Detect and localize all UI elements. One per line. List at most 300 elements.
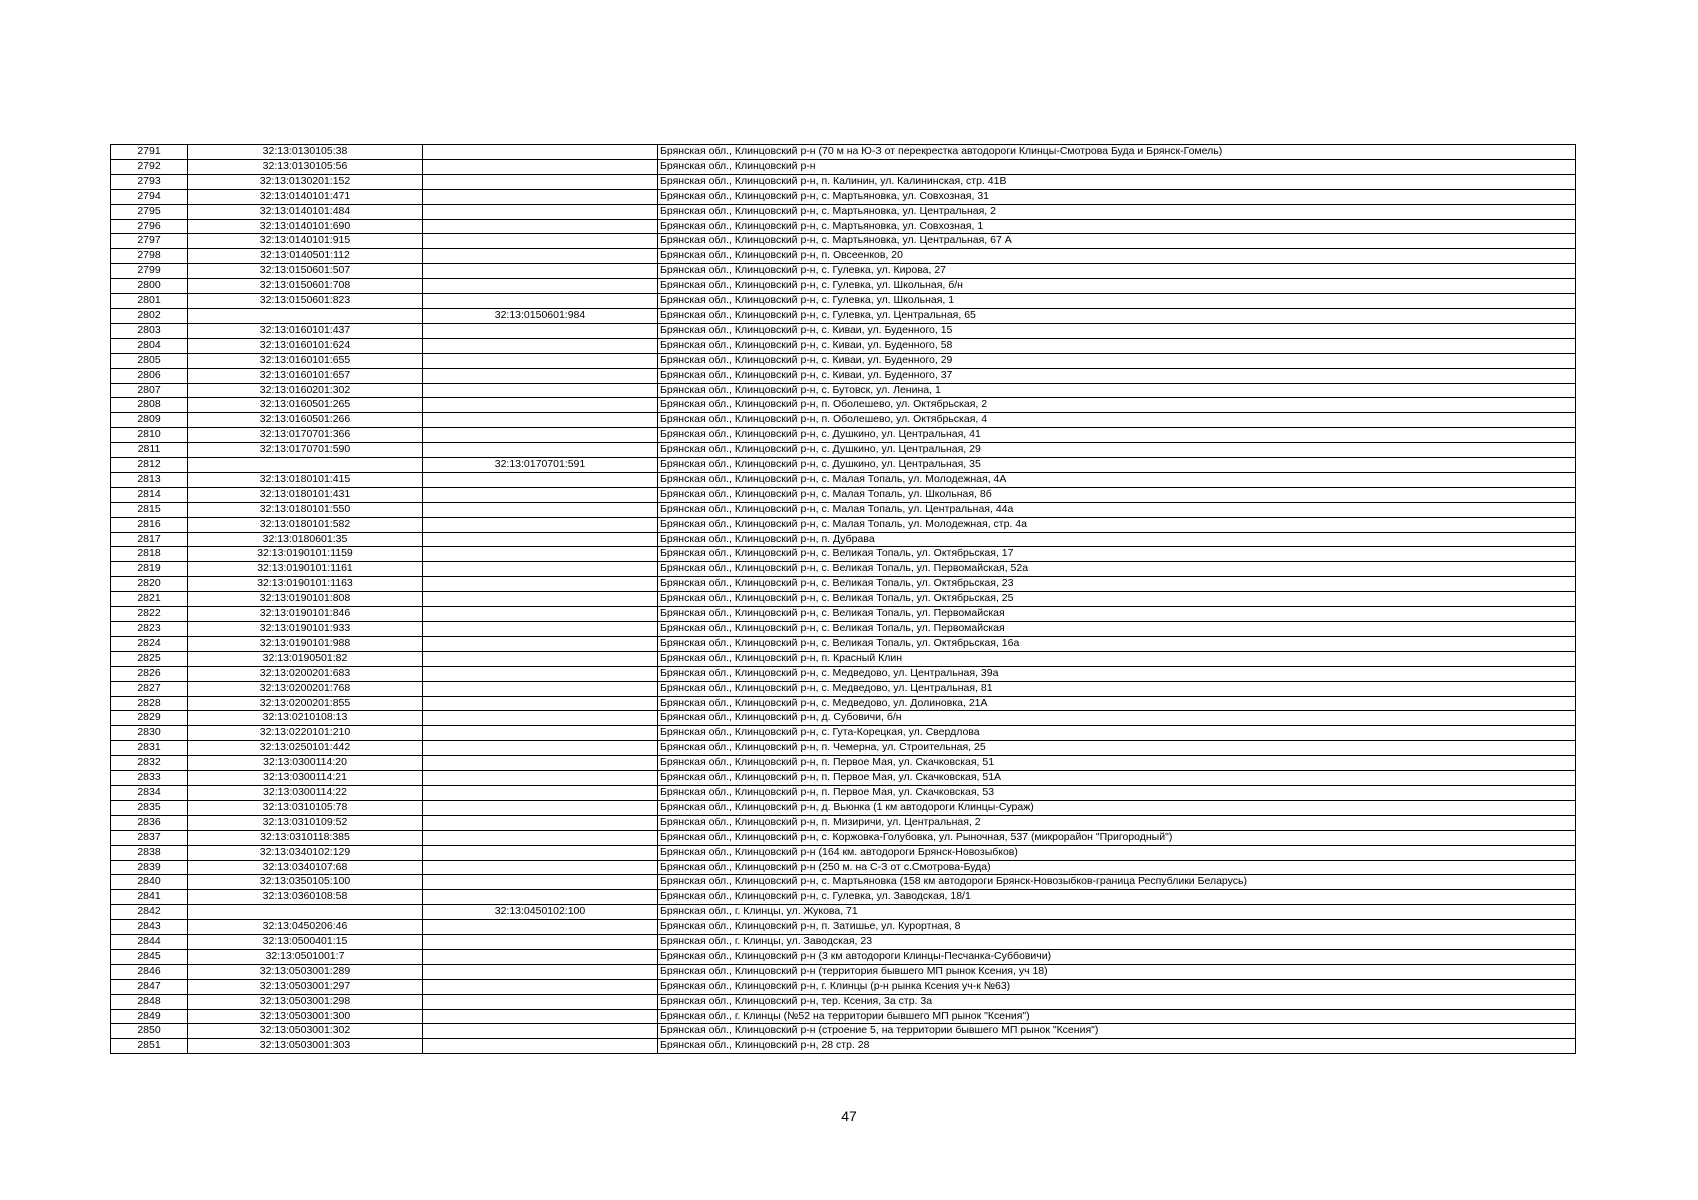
cadastral-number-cell: 32:13:0503001:300: [188, 1009, 423, 1024]
table-row: [111, 666, 1576, 681]
address-cell: Брянская обл., Клинцовский р-н, с. Душкино, ул. Центральная, 35: [658, 458, 1576, 473]
address-cell: Брянская обл., Клинцовский р-н, п. Чемерна, ул. Строительная, 25: [658, 741, 1576, 756]
table-row: [111, 159, 1576, 174]
cadastral-number-alt-cell: [423, 517, 658, 532]
table-row: [111, 174, 1576, 189]
cadastral-number-alt-cell: [423, 294, 658, 309]
row-number-cell: 2804: [111, 338, 188, 353]
cadastral-number-cell: 32:13:0200201:855: [188, 696, 423, 711]
table-row: [111, 875, 1576, 890]
cadastral-number-cell: 32:13:0500401:15: [188, 935, 423, 950]
address-cell: Брянская обл., Клинцовский р-н (250 м. на С-З от с.Смотрова-Буда): [658, 860, 1576, 875]
row-number-cell: 2814: [111, 487, 188, 502]
row-number-cell: 2812: [111, 458, 188, 473]
cadastral-number-alt-cell: [423, 935, 658, 950]
cadastral-number-cell: [188, 308, 423, 323]
address-cell: Брянская обл., Клинцовский р-н, с. Медведово, ул. Долиновка, 21А: [658, 696, 1576, 711]
cadastral-number-alt-cell: [423, 592, 658, 607]
cadastral-number-cell: 32:13:0190101:1163: [188, 577, 423, 592]
table-row: [111, 547, 1576, 562]
row-number-cell: 2825: [111, 651, 188, 666]
table-row: [111, 830, 1576, 845]
cadastral-number-alt-cell: [423, 338, 658, 353]
row-number-cell: 2830: [111, 726, 188, 741]
row-number-cell: 2819: [111, 562, 188, 577]
cadastral-number-cell: 32:13:0140101:915: [188, 234, 423, 249]
cadastral-number-cell: 32:13:0250101:442: [188, 741, 423, 756]
cadastral-number-cell: 32:13:0190101:1159: [188, 547, 423, 562]
cadastral-number-alt-cell: [423, 413, 658, 428]
table-row: [111, 517, 1576, 532]
table-row: [111, 1009, 1576, 1024]
cadastral-number-alt-cell: [423, 994, 658, 1009]
row-number-cell: 2838: [111, 845, 188, 860]
row-number-cell: 2817: [111, 532, 188, 547]
cadastral-number-alt-cell: [423, 636, 658, 651]
row-number-cell: 2803: [111, 323, 188, 338]
cadastral-number-alt-cell: [423, 741, 658, 756]
address-cell: Брянская обл., Клинцовский р-н (164 км. автодороги Брянск-Новозыбков): [658, 845, 1576, 860]
cadastral-number-alt-cell: [423, 189, 658, 204]
cadastral-number-alt-cell: [423, 532, 658, 547]
cadastral-number-alt-cell: [423, 979, 658, 994]
cadastral-number-alt-cell: [423, 443, 658, 458]
table-row: [111, 264, 1576, 279]
table-row: [111, 234, 1576, 249]
row-number-cell: 2813: [111, 472, 188, 487]
cadastral-number-cell: 32:13:0300114:20: [188, 756, 423, 771]
row-number-cell: 2842: [111, 905, 188, 920]
cadastral-table-body: [111, 145, 1576, 1054]
row-number-cell: 2841: [111, 890, 188, 905]
cadastral-number-alt-cell: [423, 562, 658, 577]
table-row: [111, 651, 1576, 666]
table-row: [111, 636, 1576, 651]
cadastral-number-alt-cell: [423, 145, 658, 160]
address-cell: Брянская обл., Клинцовский р-н, с. Великая Топаль, ул. Октябрьская, 16а: [658, 636, 1576, 651]
cadastral-number-alt-cell: [423, 1024, 658, 1039]
row-number-cell: 2809: [111, 413, 188, 428]
row-number-cell: 2843: [111, 920, 188, 935]
row-number-cell: 2832: [111, 756, 188, 771]
cadastral-number-alt-cell: [423, 1039, 658, 1054]
cadastral-number-cell: 32:13:0160501:266: [188, 413, 423, 428]
address-cell: Брянская обл., Клинцовский р-н, с. Мартьяновка, ул. Совхозная, 1: [658, 219, 1576, 234]
row-number-cell: 2828: [111, 696, 188, 711]
cadastral-number-cell: 32:13:0340107:68: [188, 860, 423, 875]
row-number-cell: 2797: [111, 234, 188, 249]
address-cell: Брянская обл., Клинцовский р-н, с. Гута-Корецкая, ул. Свердлова: [658, 726, 1576, 741]
cadastral-number-alt-cell: [423, 622, 658, 637]
table-row: [111, 949, 1576, 964]
cadastral-number-alt-cell: [423, 815, 658, 830]
address-cell: Брянская обл., Клинцовский р-н, с. Гулевка, ул. Кирова, 27: [658, 264, 1576, 279]
address-cell: Брянская обл., Клинцовский р-н, с. Коржовка-Голубовка, ул. Рыночная, 537 (микрорайон "Пригородный"): [658, 830, 1576, 845]
cadastral-number-cell: 32:13:0503001:297: [188, 979, 423, 994]
table-row: [111, 428, 1576, 443]
table-row: [111, 920, 1576, 935]
row-number-cell: 2792: [111, 159, 188, 174]
cadastral-number-cell: 32:13:0200201:768: [188, 681, 423, 696]
cadastral-number-cell: 32:13:0503001:298: [188, 994, 423, 1009]
table-row: [111, 338, 1576, 353]
table-row: [111, 845, 1576, 860]
cadastral-number-cell: 32:13:0160501:265: [188, 398, 423, 413]
row-number-cell: 2824: [111, 636, 188, 651]
cadastral-number-alt-cell: [423, 890, 658, 905]
row-number-cell: 2845: [111, 949, 188, 964]
cadastral-number-cell: 32:13:0210108:13: [188, 711, 423, 726]
cadastral-number-cell: 32:13:0160101:624: [188, 338, 423, 353]
cadastral-number-alt-cell: 32:13:0170701:591: [423, 458, 658, 473]
address-cell: Брянская обл., Клинцовский р-н, с. Гулевка, ул. Центральная, 65: [658, 308, 1576, 323]
cadastral-number-alt-cell: [423, 651, 658, 666]
address-cell: Брянская обл., Клинцовский р-н, п. Оболешево, ул. Октябрьская, 4: [658, 413, 1576, 428]
table-row: [111, 994, 1576, 1009]
row-number-cell: 2815: [111, 502, 188, 517]
table-row: [111, 145, 1576, 160]
cadastral-number-alt-cell: [423, 1009, 658, 1024]
address-cell: Брянская обл., Клинцовский р-н, с. Мартьяновка (158 км автодороги Брянск-Новозыбков-граница Республики Беларусь): [658, 875, 1576, 890]
cadastral-number-cell: 32:13:0190101:988: [188, 636, 423, 651]
table-row: [111, 502, 1576, 517]
table-row: [111, 353, 1576, 368]
address-cell: Брянская обл., Клинцовский р-н, п. Калинин, ул. Калининская, стр. 41В: [658, 174, 1576, 189]
cadastral-number-cell: 32:13:0220101:210: [188, 726, 423, 741]
cadastral-number-alt-cell: [423, 279, 658, 294]
cadastral-number-cell: 32:13:0140101:690: [188, 219, 423, 234]
cadastral-number-cell: 32:13:0170701:590: [188, 443, 423, 458]
table-row: [111, 562, 1576, 577]
table-row: [111, 696, 1576, 711]
address-cell: Брянская обл., Клинцовский р-н, п. Первое Мая, ул. Скачковская, 51А: [658, 771, 1576, 786]
cadastral-number-alt-cell: [423, 696, 658, 711]
row-number-cell: 2795: [111, 204, 188, 219]
cadastral-number-alt-cell: [423, 681, 658, 696]
cadastral-number-cell: 32:13:0300114:22: [188, 785, 423, 800]
cadastral-number-alt-cell: [423, 174, 658, 189]
address-cell: Брянская обл., Клинцовский р-н, д. Субовичи, б/н: [658, 711, 1576, 726]
row-number-cell: 2796: [111, 219, 188, 234]
cadastral-number-cell: 32:13:0140101:484: [188, 204, 423, 219]
cadastral-number-alt-cell: [423, 219, 658, 234]
cadastral-number-cell: 32:13:0160101:657: [188, 368, 423, 383]
cadastral-number-alt-cell: [423, 234, 658, 249]
table-row: [111, 1024, 1576, 1039]
cadastral-number-alt-cell: [423, 756, 658, 771]
cadastral-number-alt-cell: [423, 830, 658, 845]
row-number-cell: 2835: [111, 800, 188, 815]
row-number-cell: 2798: [111, 249, 188, 264]
table-row: [111, 935, 1576, 950]
address-cell: Брянская обл., Клинцовский р-н, с. Душкино, ул. Центральная, 29: [658, 443, 1576, 458]
cadastral-number-alt-cell: [423, 964, 658, 979]
table-row: [111, 189, 1576, 204]
cadastral-number-alt-cell: [423, 711, 658, 726]
address-cell: Брянская обл., Клинцовский р-н, с. Душкино, ул. Центральная, 41: [658, 428, 1576, 443]
cadastral-number-cell: 32:13:0300114:21: [188, 771, 423, 786]
cadastral-number-cell: 32:13:0140501:112: [188, 249, 423, 264]
address-cell: Брянская обл., Клинцовский р-н, с. Бутовск, ул. Ленина, 1: [658, 383, 1576, 398]
address-cell: Брянская обл., Клинцовский р-н, с. Великая Топаль, ул. Октябрьская, 17: [658, 547, 1576, 562]
cadastral-number-cell: 32:13:0130105:38: [188, 145, 423, 160]
cadastral-number-alt-cell: 32:13:0450102:100: [423, 905, 658, 920]
address-cell: Брянская обл., Клинцовский р-н, с. Киваи, ул. Буденного, 29: [658, 353, 1576, 368]
cadastral-number-cell: 32:13:0310105:78: [188, 800, 423, 815]
cadastral-number-cell: 32:13:0501001:7: [188, 949, 423, 964]
table-row: [111, 308, 1576, 323]
cadastral-number-cell: 32:13:0503001:302: [188, 1024, 423, 1039]
table-row: [111, 472, 1576, 487]
address-cell: Брянская обл., Клинцовский р-н, с. Мартьяновка, ул. Совхозная, 31: [658, 189, 1576, 204]
address-cell: Брянская обл., Клинцовский р-н, д. Вьюнка (1 км автодороги Клинцы-Сураж): [658, 800, 1576, 815]
table-row: [111, 860, 1576, 875]
cadastral-number-alt-cell: [423, 949, 658, 964]
address-cell: Брянская обл., Клинцовский р-н, с. Великая Топаль, ул. Октябрьская, 25: [658, 592, 1576, 607]
cadastral-number-cell: 32:13:0160201:302: [188, 383, 423, 398]
cadastral-number-cell: 32:13:0180101:415: [188, 472, 423, 487]
address-cell: Брянская обл., Клинцовский р-н, п. Дубрава: [658, 532, 1576, 547]
table-row: [111, 532, 1576, 547]
table-row: [111, 741, 1576, 756]
cadastral-number-cell: [188, 905, 423, 920]
table-row: [111, 383, 1576, 398]
cadastral-number-cell: 32:13:0200201:683: [188, 666, 423, 681]
cadastral-number-alt-cell: [423, 860, 658, 875]
table-row: [111, 413, 1576, 428]
cadastral-number-cell: 32:13:0140101:471: [188, 189, 423, 204]
address-cell: Брянская обл., Клинцовский р-н, с. Великая Топаль, ул. Октябрьская, 23: [658, 577, 1576, 592]
address-cell: Брянская обл., Клинцовский р-н, с. Малая Топаль, ул. Центральная, 44а: [658, 502, 1576, 517]
address-cell: Брянская обл., Клинцовский р-н, тер. Ксения, 3а стр. 3а: [658, 994, 1576, 1009]
address-cell: Брянская обл., Клинцовский р-н, п. Первое Мая, ул. Скачковская, 53: [658, 785, 1576, 800]
cadastral-number-cell: 32:13:0190501:82: [188, 651, 423, 666]
cadastral-number-cell: 32:13:0310118:385: [188, 830, 423, 845]
table-row: [111, 726, 1576, 741]
cadastral-number-alt-cell: [423, 383, 658, 398]
row-number-cell: 2818: [111, 547, 188, 562]
cadastral-number-alt-cell: [423, 920, 658, 935]
page-number: 47: [841, 1108, 857, 1124]
table-row: [111, 204, 1576, 219]
table-row: [111, 711, 1576, 726]
cadastral-table: [110, 144, 1576, 1054]
address-cell: Брянская обл., Клинцовский р-н, с. Малая Топаль, ул. Молодежная, 4А: [658, 472, 1576, 487]
row-number-cell: 2849: [111, 1009, 188, 1024]
row-number-cell: 2829: [111, 711, 188, 726]
cadastral-number-cell: 32:13:0130105:56: [188, 159, 423, 174]
row-number-cell: 2794: [111, 189, 188, 204]
cadastral-number-cell: 32:13:0150601:823: [188, 294, 423, 309]
row-number-cell: 2826: [111, 666, 188, 681]
cadastral-number-cell: 32:13:0190101:1161: [188, 562, 423, 577]
row-number-cell: 2806: [111, 368, 188, 383]
row-number-cell: 2850: [111, 1024, 188, 1039]
cadastral-number-alt-cell: [423, 204, 658, 219]
row-number-cell: 2844: [111, 935, 188, 950]
row-number-cell: 2823: [111, 622, 188, 637]
row-number-cell: 2805: [111, 353, 188, 368]
row-number-cell: 2851: [111, 1039, 188, 1054]
address-cell: Брянская обл., Клинцовский р-н, 28 стр. 28: [658, 1039, 1576, 1054]
table-row: [111, 815, 1576, 830]
row-number-cell: 2807: [111, 383, 188, 398]
table-row: [111, 607, 1576, 622]
cadastral-number-cell: 32:13:0160101:655: [188, 353, 423, 368]
address-cell: Брянская обл., Клинцовский р-н (3 км автодороги Клинцы-Песчанка-Суббовичи): [658, 949, 1576, 964]
row-number-cell: 2833: [111, 771, 188, 786]
address-cell: Брянская обл., Клинцовский р-н, п. Оболешево, ул. Октябрьская, 2: [658, 398, 1576, 413]
row-number-cell: 2848: [111, 994, 188, 1009]
table-row: [111, 577, 1576, 592]
cadastral-number-cell: 32:13:0350105:100: [188, 875, 423, 890]
cadastral-number-alt-cell: [423, 771, 658, 786]
address-cell: Брянская обл., Клинцовский р-н, с. Великая Топаль, ул. Первомайская: [658, 622, 1576, 637]
cadastral-number-alt-cell: [423, 666, 658, 681]
address-cell: Брянская обл., Клинцовский р-н: [658, 159, 1576, 174]
row-number-cell: 2836: [111, 815, 188, 830]
row-number-cell: 2816: [111, 517, 188, 532]
row-number-cell: 2811: [111, 443, 188, 458]
cadastral-number-alt-cell: [423, 472, 658, 487]
table-row: [111, 592, 1576, 607]
cadastral-number-alt-cell: [423, 875, 658, 890]
cadastral-number-alt-cell: [423, 845, 658, 860]
table-row: [111, 800, 1576, 815]
row-number-cell: 2793: [111, 174, 188, 189]
cadastral-number-alt-cell: [423, 428, 658, 443]
cadastral-number-alt-cell: [423, 398, 658, 413]
table-row: [111, 279, 1576, 294]
table-row: [111, 249, 1576, 264]
table-row: [111, 294, 1576, 309]
address-cell: Брянская обл., г. Клинцы, ул. Жукова, 71: [658, 905, 1576, 920]
table-row: [111, 443, 1576, 458]
table-row: [111, 785, 1576, 800]
row-number-cell: 2846: [111, 964, 188, 979]
address-cell: Брянская обл., Клинцовский р-н, с. Мартьяновка, ул. Центральная, 2: [658, 204, 1576, 219]
cadastral-number-cell: 32:13:0503001:289: [188, 964, 423, 979]
row-number-cell: 2831: [111, 741, 188, 756]
cadastral-number-alt-cell: [423, 249, 658, 264]
table-row: [111, 890, 1576, 905]
row-number-cell: 2799: [111, 264, 188, 279]
table-row: [111, 681, 1576, 696]
cadastral-number-cell: [188, 458, 423, 473]
table-row: [111, 622, 1576, 637]
cadastral-number-alt-cell: [423, 502, 658, 517]
row-number-cell: 2800: [111, 279, 188, 294]
cadastral-number-alt-cell: [423, 547, 658, 562]
address-cell: Брянская обл., г. Клинцы (№52 на территории бывшего МП рынок "Ксения"): [658, 1009, 1576, 1024]
row-number-cell: 2837: [111, 830, 188, 845]
address-cell: Брянская обл., Клинцовский р-н, с. Медведово, ул. Центральная, 81: [658, 681, 1576, 696]
cadastral-number-alt-cell: [423, 487, 658, 502]
cadastral-number-cell: 32:13:0340102:129: [188, 845, 423, 860]
table-row: [111, 979, 1576, 994]
address-cell: Брянская обл., Клинцовский р-н, с. Мартьяновка, ул. Центральная, 67 А: [658, 234, 1576, 249]
cadastral-number-cell: 32:13:0150601:507: [188, 264, 423, 279]
cadastral-number-alt-cell: [423, 607, 658, 622]
cadastral-number-alt-cell: [423, 800, 658, 815]
cadastral-number-cell: 32:13:0310109:52: [188, 815, 423, 830]
address-cell: Брянская обл., Клинцовский р-н, с. Медведово, ул. Центральная, 39а: [658, 666, 1576, 681]
address-cell: Брянская обл., Клинцовский р-н, п. Овсеенков, 20: [658, 249, 1576, 264]
cadastral-number-cell: 32:13:0180101:550: [188, 502, 423, 517]
row-number-cell: 2802: [111, 308, 188, 323]
address-cell: Брянская обл., Клинцовский р-н, п. Первое Мая, ул. Скачковская, 51: [658, 756, 1576, 771]
cadastral-number-alt-cell: [423, 726, 658, 741]
cadastral-number-cell: 32:13:0503001:303: [188, 1039, 423, 1054]
row-number-cell: 2822: [111, 607, 188, 622]
cadastral-number-cell: 32:13:0190101:933: [188, 622, 423, 637]
cadastral-number-alt-cell: [423, 264, 658, 279]
address-cell: Брянская обл., Клинцовский р-н, с. Великая Топаль, ул. Первомайская, 52а: [658, 562, 1576, 577]
row-number-cell: 2801: [111, 294, 188, 309]
table-row: [111, 219, 1576, 234]
row-number-cell: 2827: [111, 681, 188, 696]
address-cell: Брянская обл., Клинцовский р-н, п. Затишье, ул. Курортная, 8: [658, 920, 1576, 935]
address-cell: Брянская обл., Клинцовский р-н (строение 5, на территории бывшего МП рынок "Ксения"): [658, 1024, 1576, 1039]
address-cell: Брянская обл., Клинцовский р-н, с. Киваи, ул. Буденного, 58: [658, 338, 1576, 353]
cadastral-number-alt-cell: [423, 159, 658, 174]
row-number-cell: 2821: [111, 592, 188, 607]
cadastral-number-alt-cell: [423, 577, 658, 592]
cadastral-number-cell: 32:13:0170701:366: [188, 428, 423, 443]
cadastral-number-cell: 32:13:0180601:35: [188, 532, 423, 547]
address-cell: Брянская обл., Клинцовский р-н, г. Клинцы (р-н рынка Ксения уч-к №63): [658, 979, 1576, 994]
table-row: [111, 458, 1576, 473]
cadastral-number-cell: 32:13:0160101:437: [188, 323, 423, 338]
cadastral-number-cell: 32:13:0450206:46: [188, 920, 423, 935]
cadastral-number-alt-cell: [423, 785, 658, 800]
address-cell: Брянская обл., Клинцовский р-н (территория бывшего МП рынок Ксения, уч 18): [658, 964, 1576, 979]
cadastral-number-alt-cell: [423, 353, 658, 368]
cadastral-number-cell: 32:13:0150601:708: [188, 279, 423, 294]
cadastral-number-alt-cell: [423, 323, 658, 338]
table-row: [111, 487, 1576, 502]
row-number-cell: 2839: [111, 860, 188, 875]
row-number-cell: 2810: [111, 428, 188, 443]
row-number-cell: 2847: [111, 979, 188, 994]
address-cell: Брянская обл., г. Клинцы, ул. Заводская, 23: [658, 935, 1576, 950]
cadastral-number-alt-cell: 32:13:0150601:984: [423, 308, 658, 323]
address-cell: Брянская обл., Клинцовский р-н, с. Киваи, ул. Буденного, 37: [658, 368, 1576, 383]
table-row: [111, 398, 1576, 413]
address-cell: Брянская обл., Клинцовский р-н, с. Гулевка, ул. Школьная, 1: [658, 294, 1576, 309]
row-number-cell: 2791: [111, 145, 188, 160]
cadastral-number-cell: 32:13:0190101:808: [188, 592, 423, 607]
cadastral-number-alt-cell: [423, 368, 658, 383]
cadastral-number-cell: 32:13:0190101:846: [188, 607, 423, 622]
table-row: [111, 964, 1576, 979]
table-row: [111, 756, 1576, 771]
address-cell: Брянская обл., Клинцовский р-н, п. Красный Клин: [658, 651, 1576, 666]
address-cell: Брянская обл., Клинцовский р-н, п. Мизиричи, ул. Центральная, 2: [658, 815, 1576, 830]
table-row: [111, 1039, 1576, 1054]
address-cell: Брянская обл., Клинцовский р-н (70 м на Ю-З от перекрестка автодороги Клинцы-Смотрова Буда и Брянск-Гомель): [658, 145, 1576, 160]
table-row: [111, 368, 1576, 383]
address-cell: Брянская обл., Клинцовский р-н, с. Малая Топаль, ул. Молодежная, стр. 4а: [658, 517, 1576, 532]
address-cell: Брянская обл., Клинцовский р-н, с. Великая Топаль, ул. Первомайская: [658, 607, 1576, 622]
address-cell: Брянская обл., Клинцовский р-н, с. Гулевка, ул. Заводская, 18/1: [658, 890, 1576, 905]
table-row: [111, 323, 1576, 338]
table-row: [111, 771, 1576, 786]
table-row: [111, 905, 1576, 920]
address-cell: Брянская обл., Клинцовский р-н, с. Киваи, ул. Буденного, 15: [658, 323, 1576, 338]
row-number-cell: 2820: [111, 577, 188, 592]
row-number-cell: 2808: [111, 398, 188, 413]
